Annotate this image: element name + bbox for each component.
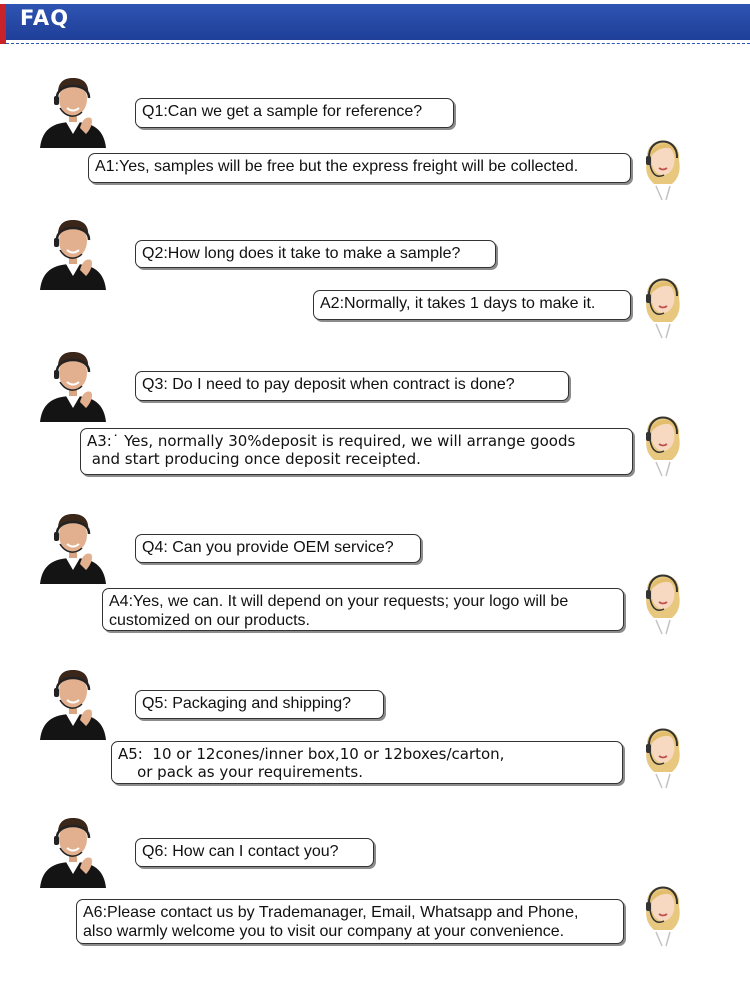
customer-avatar — [38, 214, 108, 290]
support-avatar — [638, 874, 688, 950]
answer-text: A2:Normally, it takes 1 days to make it. — [320, 295, 596, 312]
support-avatar — [638, 404, 688, 480]
question-text: Q4: Can you provide OEM service? — [142, 539, 394, 556]
question-text: Q1:Can we get a sample for reference? — [142, 103, 423, 120]
header-bar — [0, 4, 750, 40]
answer-bubble-3 — [80, 428, 633, 475]
customer-avatar — [38, 346, 108, 422]
question-text: Q6: How can I contact you? — [142, 843, 339, 860]
question-bubble-4 — [135, 534, 421, 563]
answer-bubble-5 — [111, 741, 623, 784]
support-avatar — [638, 716, 688, 792]
support-avatar — [638, 128, 688, 204]
customer-avatar — [38, 508, 108, 584]
question-bubble-1 — [135, 98, 454, 128]
answer-text-line-1: A5: 10 or 12cones/inner box,10 or 12boxes/carton, — [118, 745, 505, 763]
question-bubble-3 — [135, 371, 569, 401]
faq-header — [0, 0, 750, 48]
answer-bubble-2 — [313, 290, 631, 320]
question-bubble-2 — [135, 240, 496, 268]
answer-text-line-2: and start producing once deposit receipted. — [87, 450, 421, 468]
answer-text: A1:Yes, samples will be free but the express freight will be collected. — [95, 158, 579, 175]
answer-bubble-1 — [88, 153, 631, 183]
header-accent — [0, 4, 6, 44]
faq-title: FAQ — [20, 6, 70, 30]
answer-text-line-1: A3:˙ Yes, normally 30%deposit is required, we will arrange goods — [87, 432, 576, 450]
answer-bubble-4 — [102, 588, 624, 631]
customer-avatar — [38, 664, 108, 740]
question-bubble-6 — [135, 838, 374, 867]
question-bubble-5 — [135, 690, 384, 719]
support-avatar — [638, 562, 688, 638]
answer-bubble-6 — [76, 899, 624, 944]
header-divider — [6, 43, 750, 44]
answer-text-line-2: or pack as your requirements. — [118, 763, 364, 781]
answer-text-line-1: A6:Please contact us by Trademanager, Email, Whatsapp and Phone, — [83, 904, 579, 921]
answer-text-line-2: also warmly welcome you to visit our company at your convenience. — [83, 923, 565, 940]
support-avatar — [638, 266, 688, 342]
customer-avatar — [38, 812, 108, 888]
customer-avatar — [38, 72, 108, 148]
question-text: Q3: Do I need to pay deposit when contract is done? — [142, 376, 515, 393]
answer-text-line-1: A4:Yes, we can. It will depend on your requests; your logo will be — [109, 593, 569, 610]
question-text: Q5: Packaging and shipping? — [142, 695, 352, 712]
answer-text-line-2: customized on our products. — [109, 612, 310, 629]
question-text: Q2:How long does it take to make a sample? — [142, 245, 461, 262]
